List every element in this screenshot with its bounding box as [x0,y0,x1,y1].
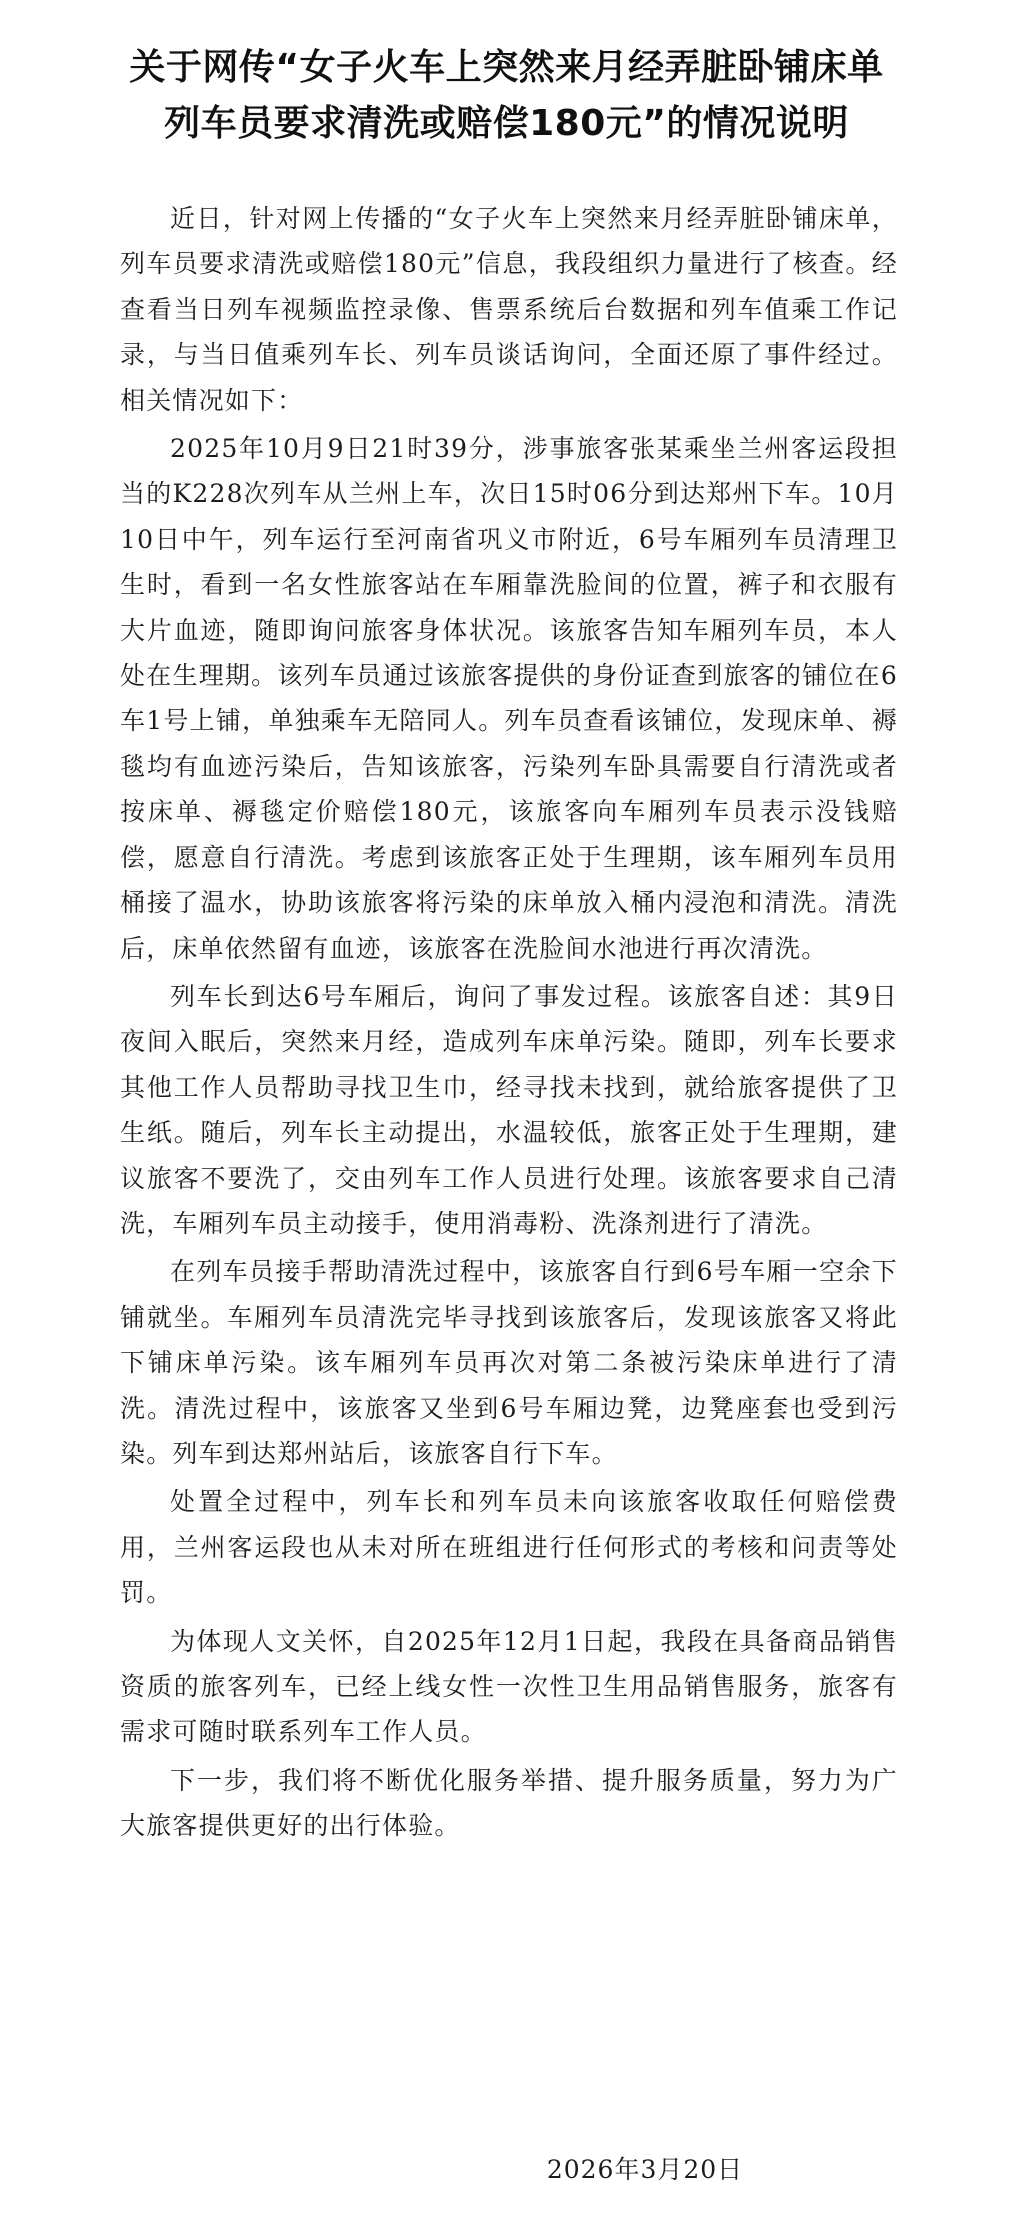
paragraph-next-step: 下一步，我们将不断优化服务举措、提升服务质量，努力为广大旅客提供更好的出行体验。 [120,1765,898,1841]
paragraph-no-compensation: 处置全过程中，列车长和列车员未向该旅客收取任何赔偿费用，兰州客运段也从未对所在班组进行任何形式的考核和问责等处罚。 [120,1487,898,1608]
paragraph-service: 为体现人文关怀，自2025年12月1日起，我段在具备商品销售资质的旅客列车，已经上线女性一次性卫生用品销售服务，旅客有需求可随时联系列车工作人员。 [120,1626,898,1747]
document-body [120,196,898,1852]
paragraph-conductor: 列车长到达6号车厢后，询问了事发过程。该旅客自述：其9日夜间入眠后，突然来月经，造成列车床单污染。随即，列车长要求其他工作人员帮助寻找卫生巾，经寻找未找到，就给旅客提供了卫生纸。随后，列车长主动提出，水温较低，旅客正处于生理期，建议旅客不要洗了，交由列车工作人员进行处理。该旅客要求自己清洗，车厢列车员主动接手，使用消毒粉、洗涤剂进行了清洗。 [120,981,898,1238]
document-title [100,40,913,152]
title-line-1: 关于网传“女子火车上突然来月经弄脏卧铺床单 [129,47,884,88]
paragraph-cleaning: 在列车员接手帮助清洗过程中，该旅客自行到6号车厢一空余下铺就坐。车厢列车员清洗完毕寻找到该旅客后，发现该旅客又将此下铺床单污染。该车厢列车员再次对第二条被污染床单进行了清洗。清洗过程中，该旅客又坐到6号车厢边凳，边凳座套也受到污染。列车到达郑州站后，该旅客自行下车。 [120,1257,898,1468]
title-line-2: 列车员要求清洗或赔偿180元”的情况说明 [164,103,849,144]
paragraph-intro: 近日，针对网上传播的“女子火车上突然来月经弄脏卧铺床单，列车员要求清洗或赔偿180元”信息，我段组织力量进行了核查。经查看当日列车视频监控录像、售票系统后台数据和列车值乘工作记录，与当日值乘列车长、列车员谈话询问，全面还原了事件经过。相关情况如下： [120,204,898,415]
paragraph-incident: 2025年10月9日21时39分，涉事旅客张某乘坐兰州客运段担当的K228次列车从兰州上车，次日15时06分到达郑州下车。10月10日中午，列车运行至河南省巩义市附近，6号车厢列车员清理卫生时，看到一名女性旅客站在车厢靠洗脸间的位置，裤子和衣服有大片血迹，随即询问旅客身体状况。该旅客告知车厢列车员，本人处在生理期。该列车员通过该旅客提供的身份证查到旅客的铺位在6车1号上铺，单独乘车无陪同人。列车员查看该铺位，发现床单、褥毯均有血迹污染后，告知该旅客，污染列车卧具需要自行清洗或者按床单、褥毯定价赔偿180元，该旅客向车厢列车员表示没钱赔偿，愿意自行清洗。考虑到该旅客正处于生理期，该车厢列车员用桶接了温水，协助该旅客将污染的床单放入桶内浸泡和清洗。清洗后，床单依然留有血迹，该旅客在洗脸间水池进行再次清洗。 [120,434,898,963]
document-date: 2026年3月20日 [546,2155,744,2184]
